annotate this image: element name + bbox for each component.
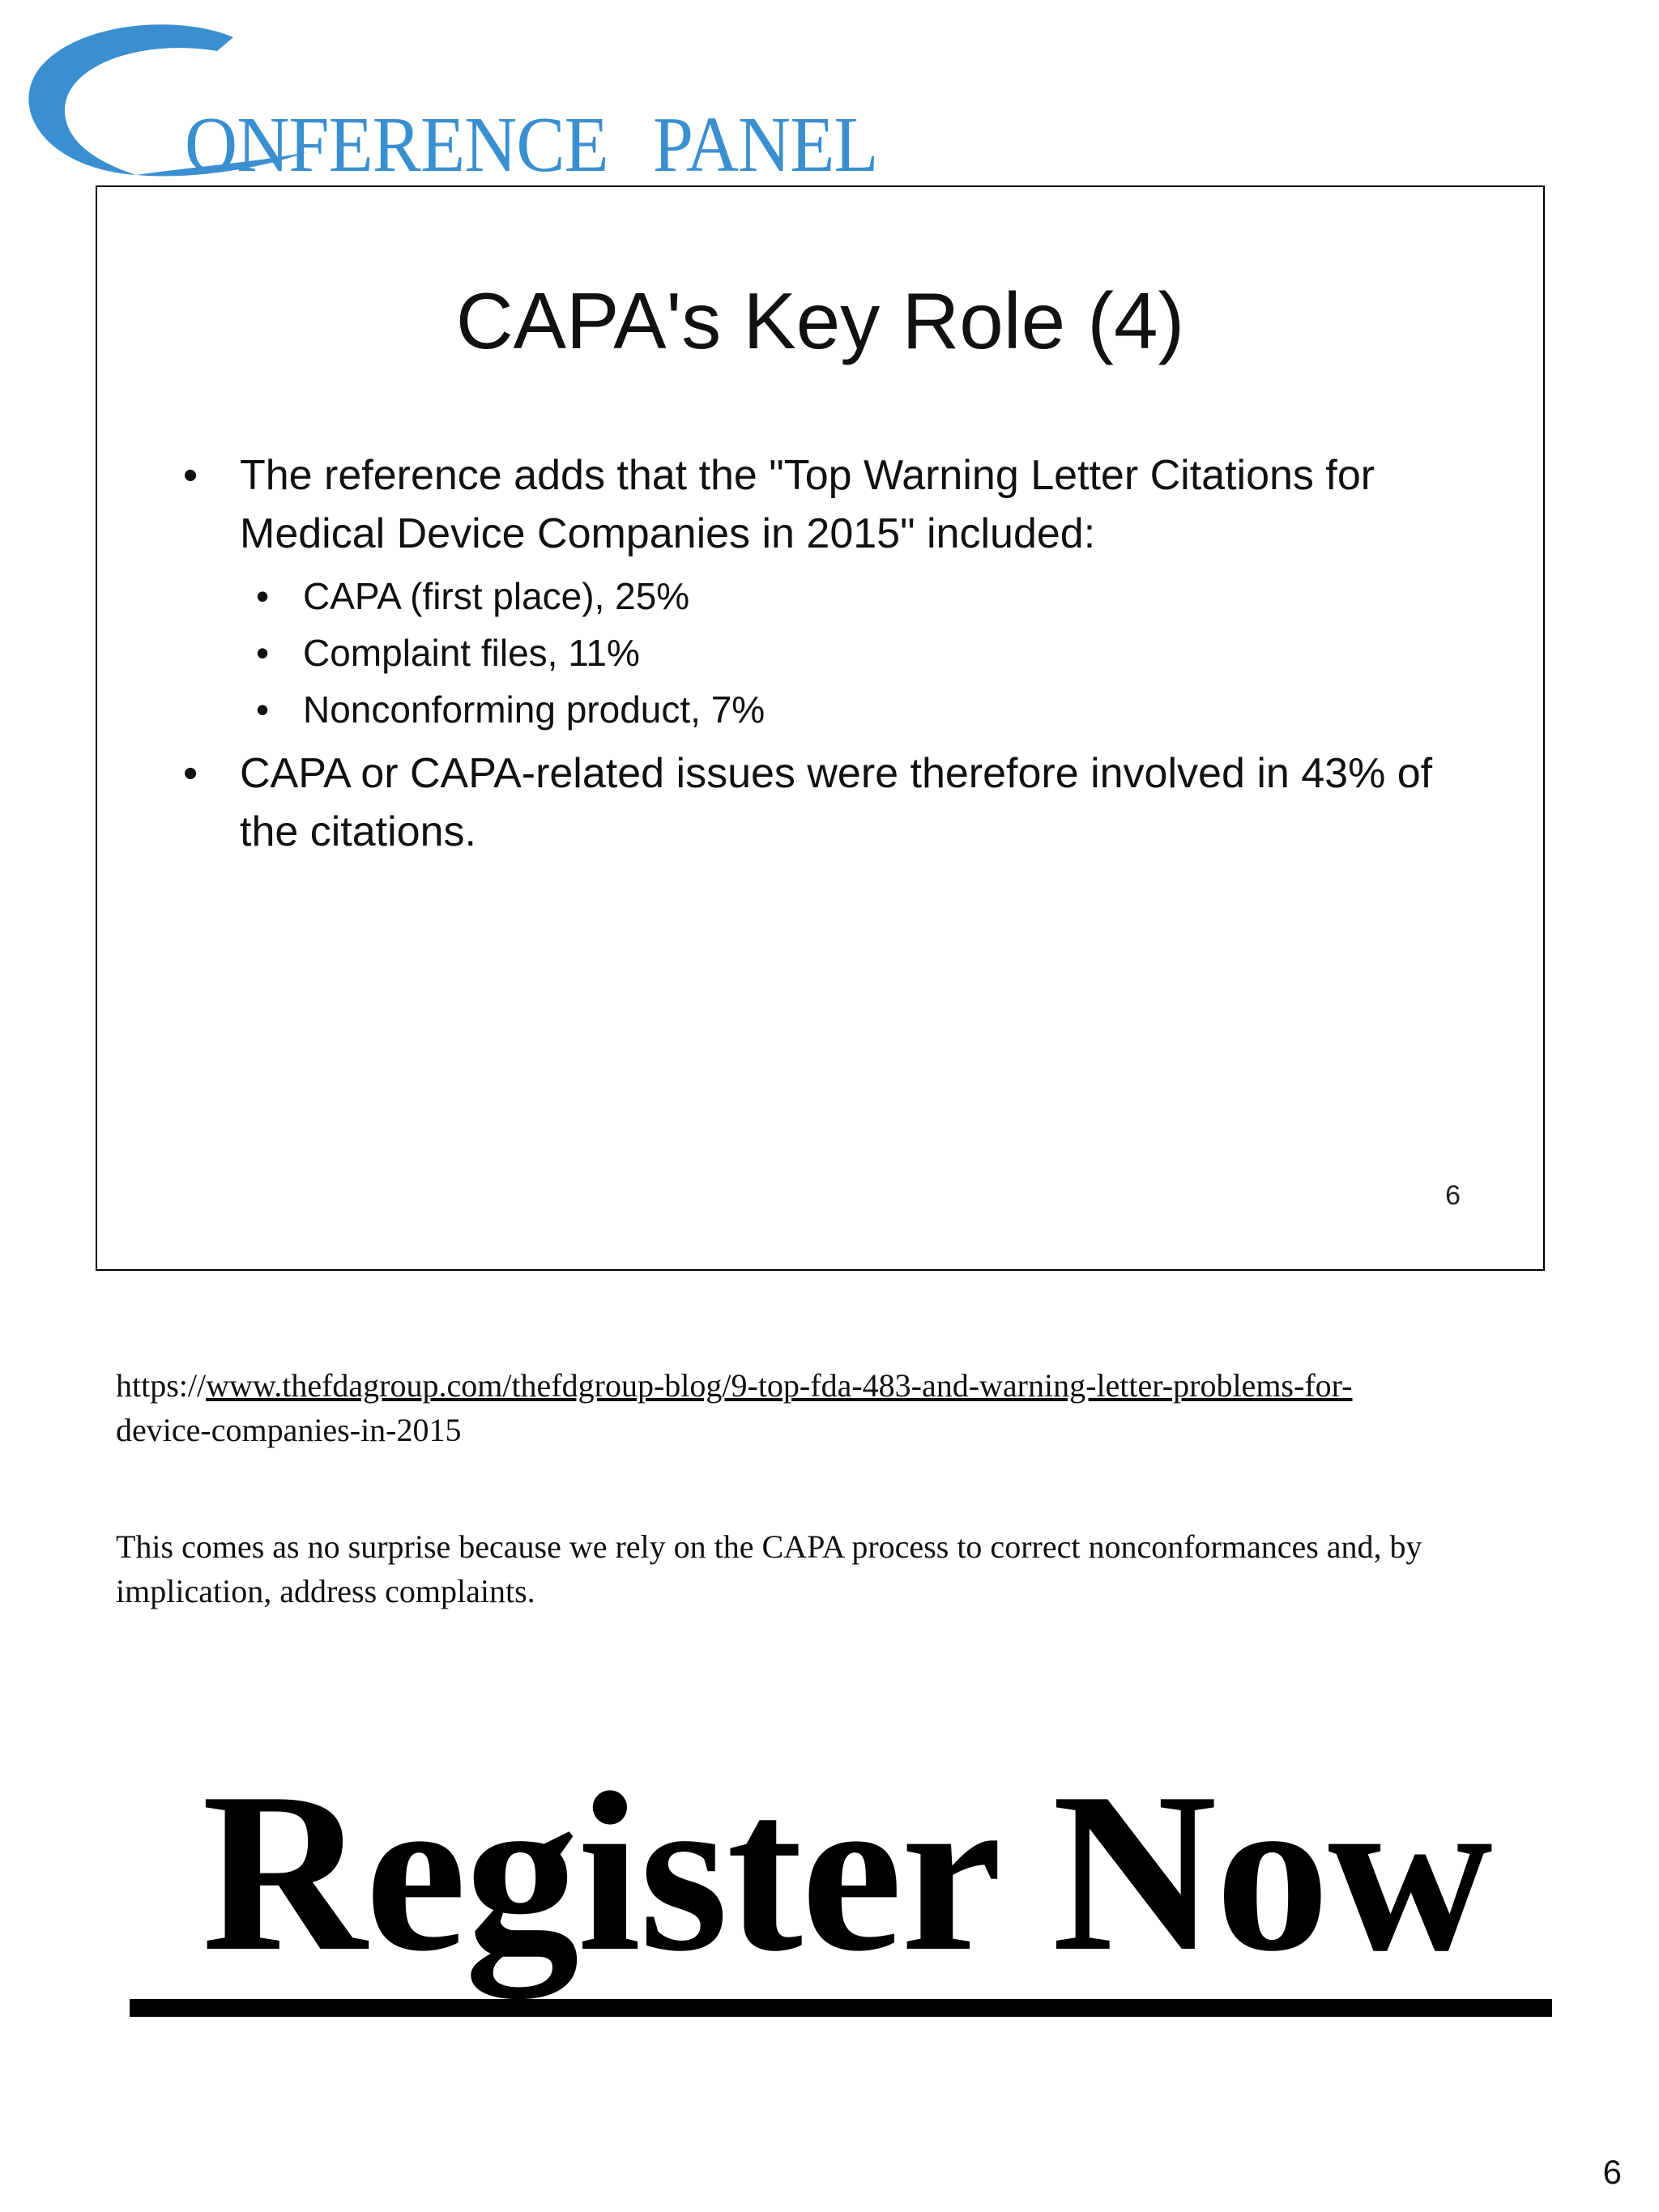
note-paragraph: This comes as no surprise because we rely on the CAPA process to correct nonconformances and, by implication, address complaints. — [116, 1528, 1422, 1609]
source-url[interactable] — [116, 1363, 1550, 1452]
logo-text — [185, 101, 878, 189]
slide-sub-bullet: • Complaint files, 11% — [240, 624, 1495, 681]
register-underline — [130, 1999, 1552, 2017]
slide-frame — [96, 185, 1545, 1271]
logo-text-panel: PANEL — [652, 101, 878, 189]
slide-sub-bullet: • Nonconforming product, 7% — [240, 681, 1495, 738]
slide-bullet — [97, 744, 1543, 861]
page-number: 6 — [1602, 2153, 1622, 2191]
logo-text-conference: ONFERENCE — [185, 101, 608, 189]
source-url-suffix: device-companies-in-2015 — [116, 1412, 462, 1448]
conference-panel-logo — [15, 15, 922, 189]
slide-bullet — [97, 446, 1543, 738]
slide-page-number: 6 — [1445, 1180, 1461, 1211]
source-url-prefix: https:// — [116, 1367, 207, 1404]
slide-bullet-text: The reference adds that the "Top Warning Letter Citations for Medical Device Companies in 2015" included: — [240, 452, 1375, 557]
register-now-link[interactable] — [130, 1745, 1563, 1998]
slide-bullet-text: CAPA or CAPA-related issues were therefore involved in 43% of the citations. — [240, 750, 1433, 855]
slide-sub-list — [240, 568, 1495, 738]
slide-title: CAPA's Key Role (4) — [455, 276, 1185, 365]
register-now-label[interactable]: Register Now — [202, 1745, 1491, 1998]
source-url-link[interactable]: www.thefdagroup.com/thefdgroup-blog/9-top-fda-483-and-warning-letter-problems-for- — [206, 1367, 1353, 1404]
slide-sub-bullet: • CAPA (first place), 25% — [240, 568, 1495, 624]
slide-bullet-list — [97, 446, 1543, 861]
